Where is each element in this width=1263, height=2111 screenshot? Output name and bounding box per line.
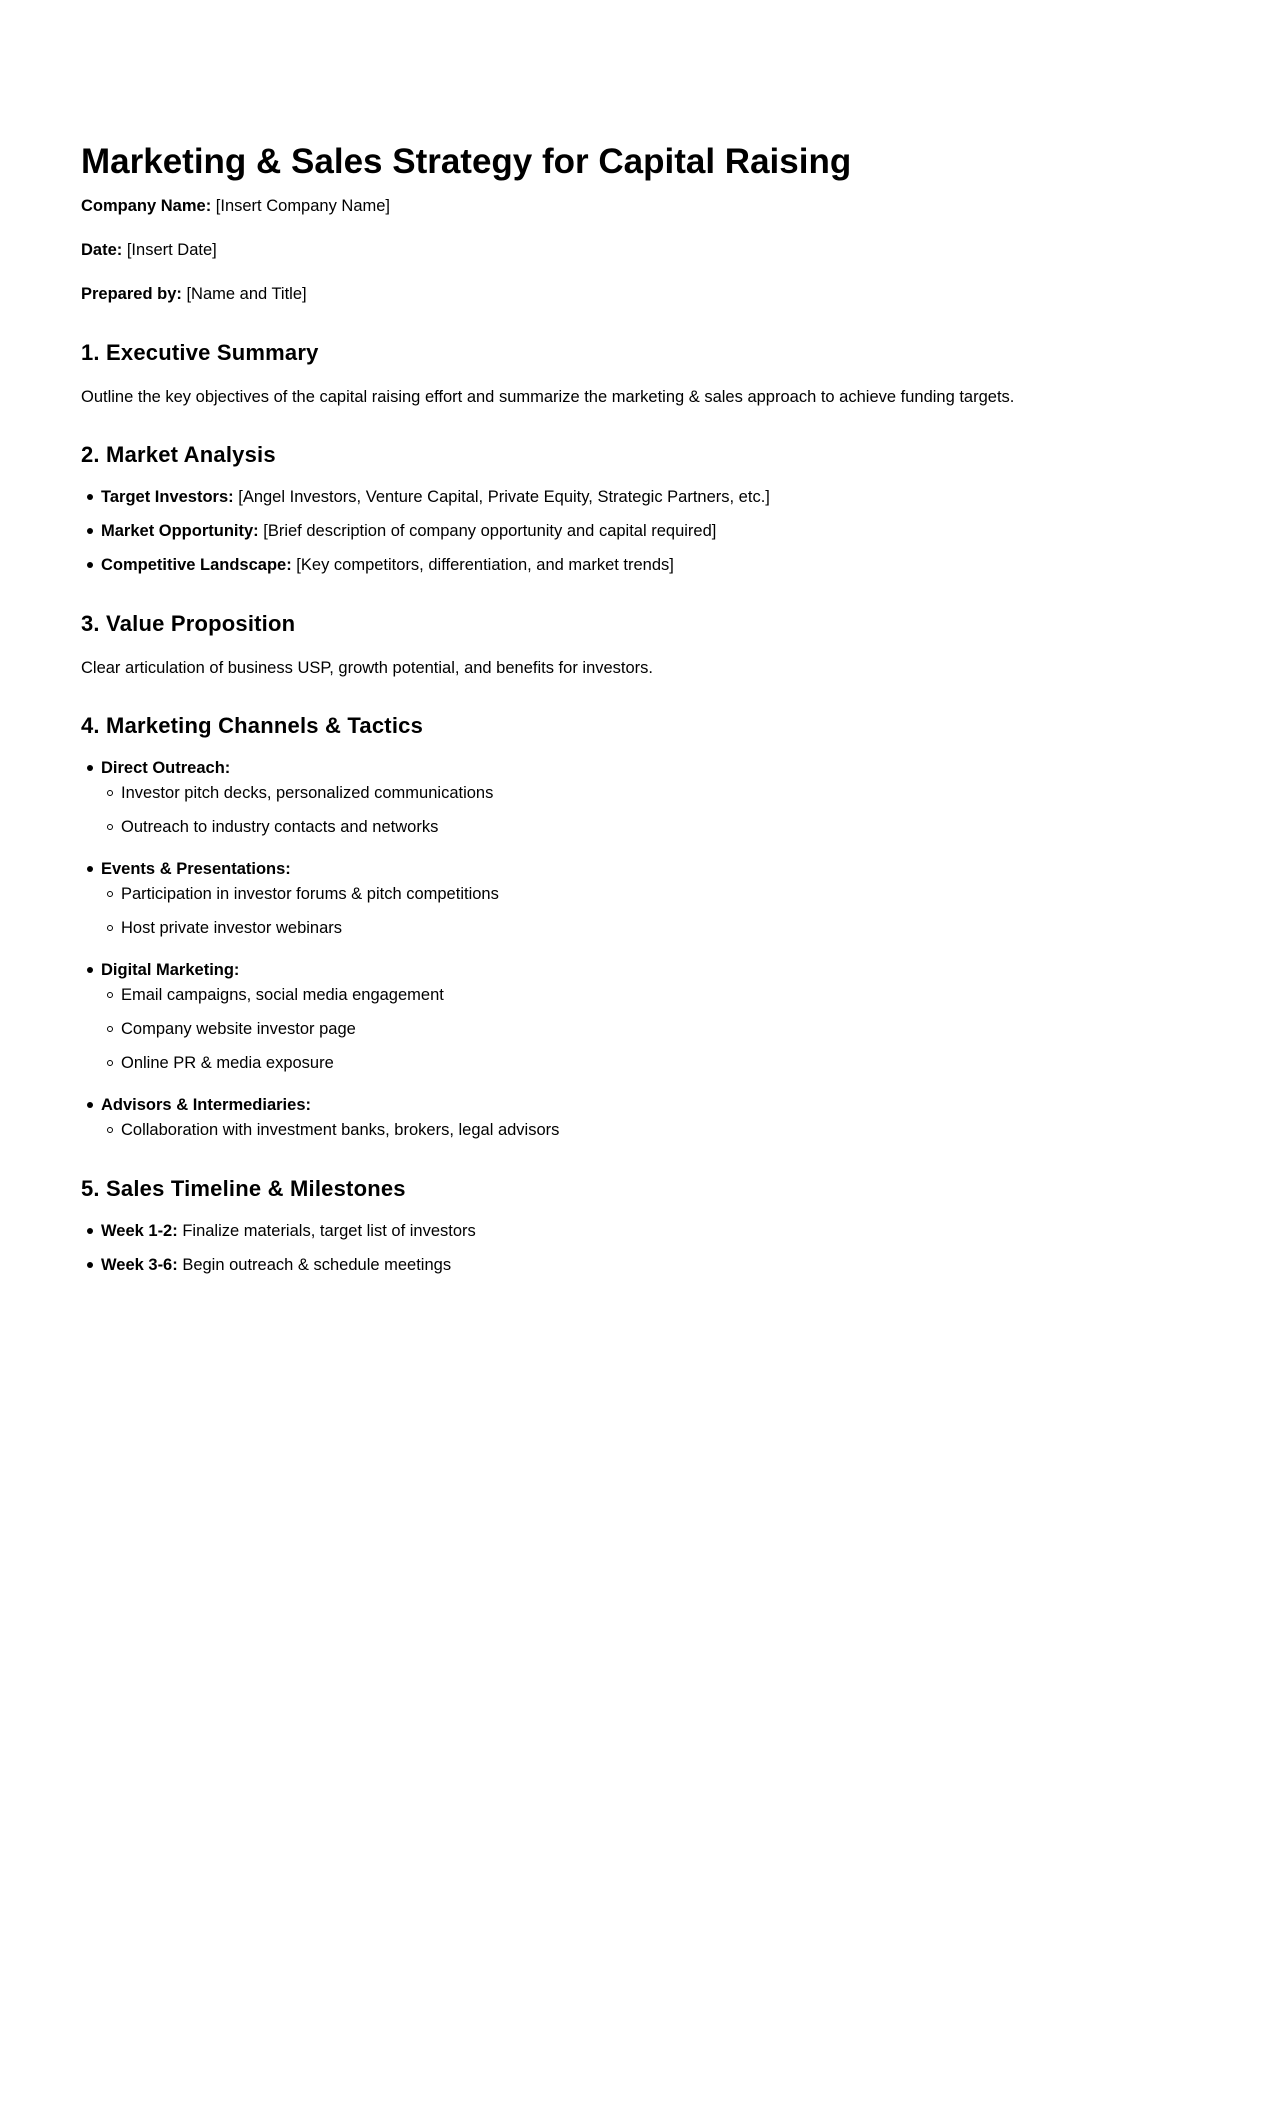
prepared-by-value: [Name and Title] — [181, 285, 307, 303]
list-item: Participation in investor forums & pitch competitions — [121, 885, 499, 903]
prepared-by-label: Prepared by: — [81, 285, 182, 303]
week-1-2-label: Week 1-2: — [101, 1222, 178, 1240]
competitive-landscape-label: Competitive Landscape: — [101, 556, 292, 574]
list-item: Online PR & media exposure — [121, 1054, 334, 1072]
value-proposition-text: Clear articulation of business USP, growth potential, and benefits for investors. — [81, 659, 654, 677]
sales-timeline-heading: 5. Sales Timeline & Milestones — [81, 1176, 406, 1201]
marketing-channels-heading: 4. Marketing Channels & Tactics — [81, 713, 424, 738]
direct-outreach-label: Direct Outreach: — [101, 759, 231, 777]
date-value: [Insert Date] — [122, 241, 217, 259]
market-analysis-heading: 2. Market Analysis — [81, 442, 276, 467]
document-title: Marketing & Sales Strategy for Capital Raising — [81, 142, 852, 181]
week-1-2-value: Finalize materials, target list of investors — [177, 1222, 476, 1240]
date-line — [81, 240, 217, 260]
competitive-landscape-value: [Key competitors, differentiation, and market trends] — [291, 556, 674, 574]
digital-marketing-label: Digital Marketing: — [101, 961, 240, 979]
company-name-label: Company Name: — [81, 197, 212, 215]
list-item — [101, 521, 716, 541]
target-investors-label: Target Investors: — [101, 488, 234, 506]
list-item: Host private investor webinars — [121, 919, 343, 937]
value-proposition-heading: 3. Value Proposition — [81, 611, 296, 636]
advisors-intermediaries-label: Advisors & Intermediaries: — [101, 1096, 311, 1114]
date-label: Date: — [81, 241, 123, 259]
week-3-6-label: Week 3-6: — [101, 1256, 178, 1274]
list-item — [101, 487, 770, 507]
list-item: Email campaigns, social media engagement — [121, 986, 444, 1004]
list-item: Company website investor page — [121, 1020, 356, 1038]
list-item: Investor pitch decks, personalized communications — [121, 784, 494, 802]
list-item — [101, 1221, 476, 1241]
list-item: Collaboration with investment banks, brokers, legal advisors — [121, 1121, 560, 1139]
company-name-value: [Insert Company Name] — [211, 197, 391, 215]
company-name-line — [81, 196, 390, 216]
target-investors-value: [Angel Investors, Venture Capital, Private Equity, Strategic Partners, etc.] — [233, 488, 770, 506]
executive-summary-text: Outline the key objectives of the capital raising effort and summarize the marketing & sales approach to achieve funding targets. — [81, 388, 1015, 406]
executive-summary-heading: 1. Executive Summary — [81, 340, 319, 365]
list-item: Outreach to industry contacts and networks — [121, 818, 439, 836]
week-3-6-value: Begin outreach & schedule meetings — [177, 1256, 452, 1274]
list-item — [101, 555, 674, 575]
events-presentations-label: Events & Presentations: — [101, 860, 291, 878]
prepared-by-line — [81, 284, 307, 304]
list-item — [101, 1255, 451, 1275]
market-opportunity-value: [Brief description of company opportunity and capital required] — [258, 522, 717, 540]
market-opportunity-label: Market Opportunity: — [101, 522, 259, 540]
